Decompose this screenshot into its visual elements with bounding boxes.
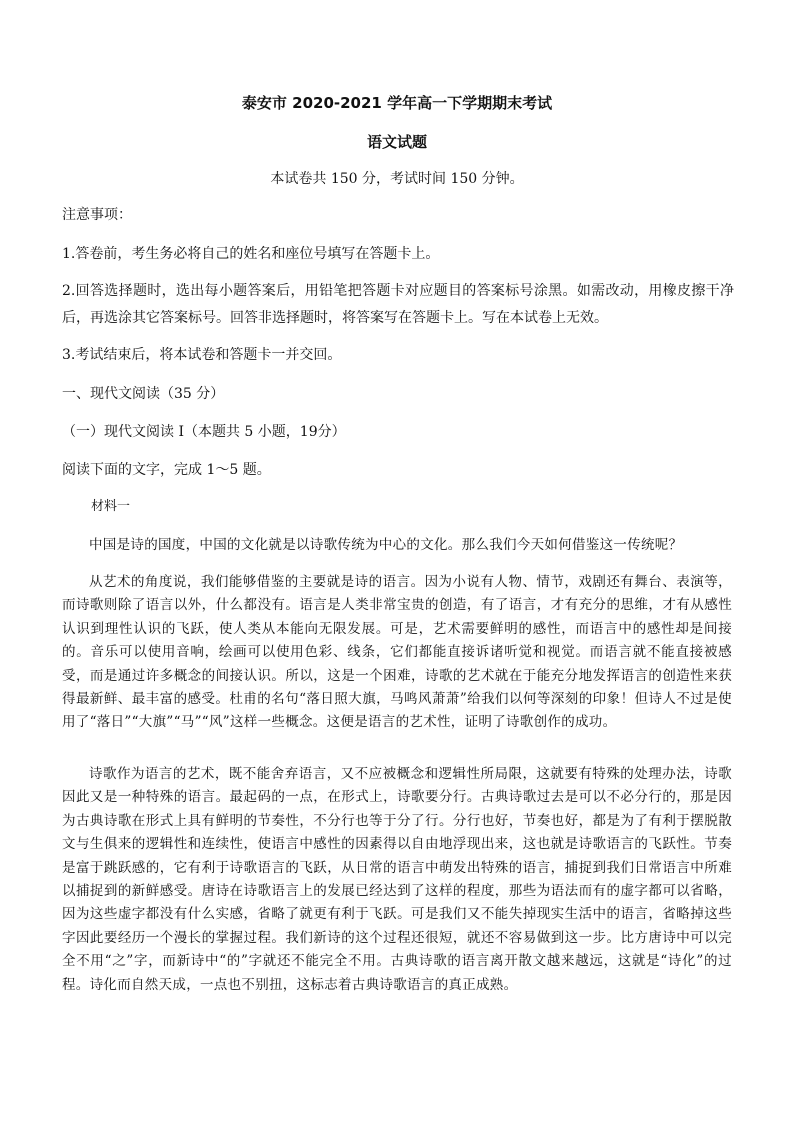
notice-item-1: 1.答卷前，考生务必将自己的姓名和座位号填写在答题卡上。: [62, 246, 440, 262]
material-paragraph-1: 中国是诗的国度，中国的文化就是以诗歌传统为中心的文化。那么我们今天如何借鉴这一传统呢？: [89, 537, 683, 553]
subsection-heading: （一）现代文阅读 I（本题共 5 小题，19分）: [62, 424, 346, 440]
notice-item-3: 3.考试结束后，将本试卷和答题卡一并交回。: [62, 347, 342, 363]
exam-title: 泰安市 2020-2021 学年高一下学期期末考试: [241, 94, 553, 112]
material-label: 材料一: [91, 499, 131, 514]
exam-info: 本试卷共 150 分，考试时间 150 分钟。: [270, 171, 524, 187]
notice-item-2: 2.回答选择题时，选出每小题答案后，用铅笔把答题卡对应题目的答案标号涂黑。如需改动，用橡皮擦干净后，再选涂其它答案标号。回答非选择题时，将答案写在答题卡上。写在本试卷上无效。: [62, 283, 734, 326]
reading-instruction: 阅读下面的文字，完成 1～5 题。: [62, 462, 271, 478]
subject-title: 语文试题: [366, 133, 427, 151]
section-heading: 一、现代文阅读（35 分）: [62, 386, 225, 402]
material-paragraph-3: 诗歌作为语言的艺术，既不能舍弃语言，又不应被概念和逻辑性所局限，这就要有特殊的处理办法，诗歌因此又是一种特殊的语言。最起码的一点，在形式上，诗歌要分行。古典诗歌过去是可以不必分行的，那是因为古典诗歌在形式上具有鲜明的节奏性，不分行也等于分了行。分行也好，节奏也好，都是为了有利于摆脱散文与生俱来的逻辑性和连续性，使语言中感性的因素得以自由地浮现出来，这也就是诗歌语言的飞跃性。节奏是富于跳跃感的，它有利于诗歌语言的飞跃，从日常的语言中萌发出特殊的语言，捕捉到我们日常语言中所难以捕捉到的新鲜感受。唐诗在诗歌语言上的发展已经达到了这样的程度，那些为语法而有的虚字都可以省略，因为这些虚字都没有什么实感，省略了就更有利于飞跃。可是我们又不能失掉现实生活中的语言，省略掉这些字因此要经历一个漫长的掌握过程。我们新诗的这个过程还很短，就还不容易做到这一步。比方唐诗中可以完全不用“之”字，而新诗中“的”字就还不能完全不用。古典诗歌的语言离开散文越来越远，这就是“诗化”的过程。诗化而自然天成，一点也不别扭，这标志着古典诗歌语言的真正成熟。: [62, 766, 732, 993]
notice-heading: 注意事项：: [62, 207, 132, 223]
material-paragraph-2: 从艺术的角度说，我们能够借鉴的主要就是诗的语言。因为小说有人物、情节，戏剧还有舞台、表演等，而诗歌则除了语言以外，什么都没有。语言是人类非常宝贵的创造，有了语言，才有充分的思维，才有从感性认识到理性认识的飞跃，使人类从本能向无限发展。可是，艺术需要鲜明的感性，而语言中的感性却是间接的。音乐可以使用音响，绘画可以使用色彩、线条，它们都能直接诉诸听觉和视觉。而语言就不能直接被感受，而是通过许多概念的间接认识。所以，这是一个困难，诗歌的艺术就在于能充分地发挥语言的创造性来获得最新鲜、最丰富的感受。杜甫的名句“落日照大旗，马鸣风萧萧”给我们以何等深刻的印象！但诗人不过是使用了“落日”“大旗”“马”“风”这样一些概念。这便是语言的艺术性，证明了诗歌创作的成功。: [62, 574, 732, 731]
